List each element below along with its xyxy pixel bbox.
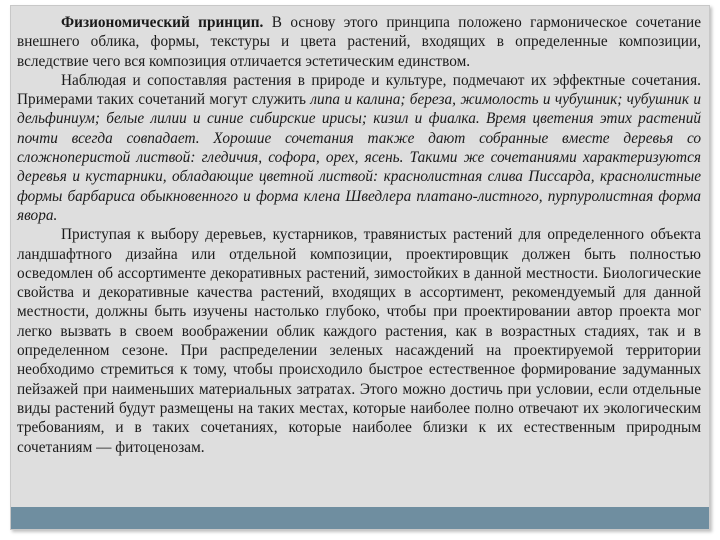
- footer-band: [11, 507, 709, 529]
- principle-description: В основу этого принципа положено гармоническое сочетание внешнего облика, формы, текстуры и цвета растений, входящих в определенные композиции, вследствие чего вся композиция отличается эстетическим единством.: [17, 14, 701, 70]
- document-text: [17, 13, 701, 457]
- slide-page: [10, 5, 710, 530]
- combinations-examples: липа и калина; береза, жимолость и чубушник; чубушник и дельфиниум; белые лилии и синие сибирские ирисы; кизил и фиалка. Время цветения этих растений почти всегда совпадает. Хорошие сочетания также дают собранные вместе деревья со сложноперистой листвой: гледичия, софора, орех, ясень. Такими же сочетаниями характеризуются деревья и кустарники, обладающие цветной листвой: краснолистная слива Писсарда, краснолистные формы барбариса обыкновенного и форма клена Шведлера платано-листного, пурпуролистная форма явора.: [17, 91, 701, 224]
- selection-text: Приступая к выбору деревьев, кустарников, травянистых растений для определенного объекта ландшафтного дизайна или отдельной композиции, проектировщик должен быть полностью осведомлен об ассортименте декоративных растений, зимостойких в данной местности. Биологические свойства и декоративные качества растений, входящих в ассортимент, рекомендуемый для данной местности, должны быть изучены настолько глубоко, чтобы при проектировании автор проекта мог легко вызвать в своем воображении облик каждого растения, как в возрастных стадиях, так и в определенном сезоне. При распределении зеленых насаждений на проектируемой территории необходимо стремиться к тому, чтобы происходило быстрое естественное формирование задуманных пейзажей при наименьших материальных затратах. Этого можно достичь при условии, если отдельные виды растений будут размещены на таких местах, которые наиболее полно отвечают их экологическим требованиям, и в таких сочетаниях, которые наиболее близки к их естественным природным сочетаниям — фитоценозам.: [17, 226, 701, 456]
- paragraph-plant-selection: [17, 225, 701, 457]
- combinations-intro: Наблюдая и сопоставляя растения в природе и культуре, подмечают их эффектные сочетания. Примерами таких сочетаний могут служить: [17, 71, 701, 109]
- paragraph-physiognomic-principle: [17, 13, 701, 71]
- principle-term: Физиономический принцип.: [61, 14, 264, 31]
- paragraph-plant-combinations: [17, 71, 701, 225]
